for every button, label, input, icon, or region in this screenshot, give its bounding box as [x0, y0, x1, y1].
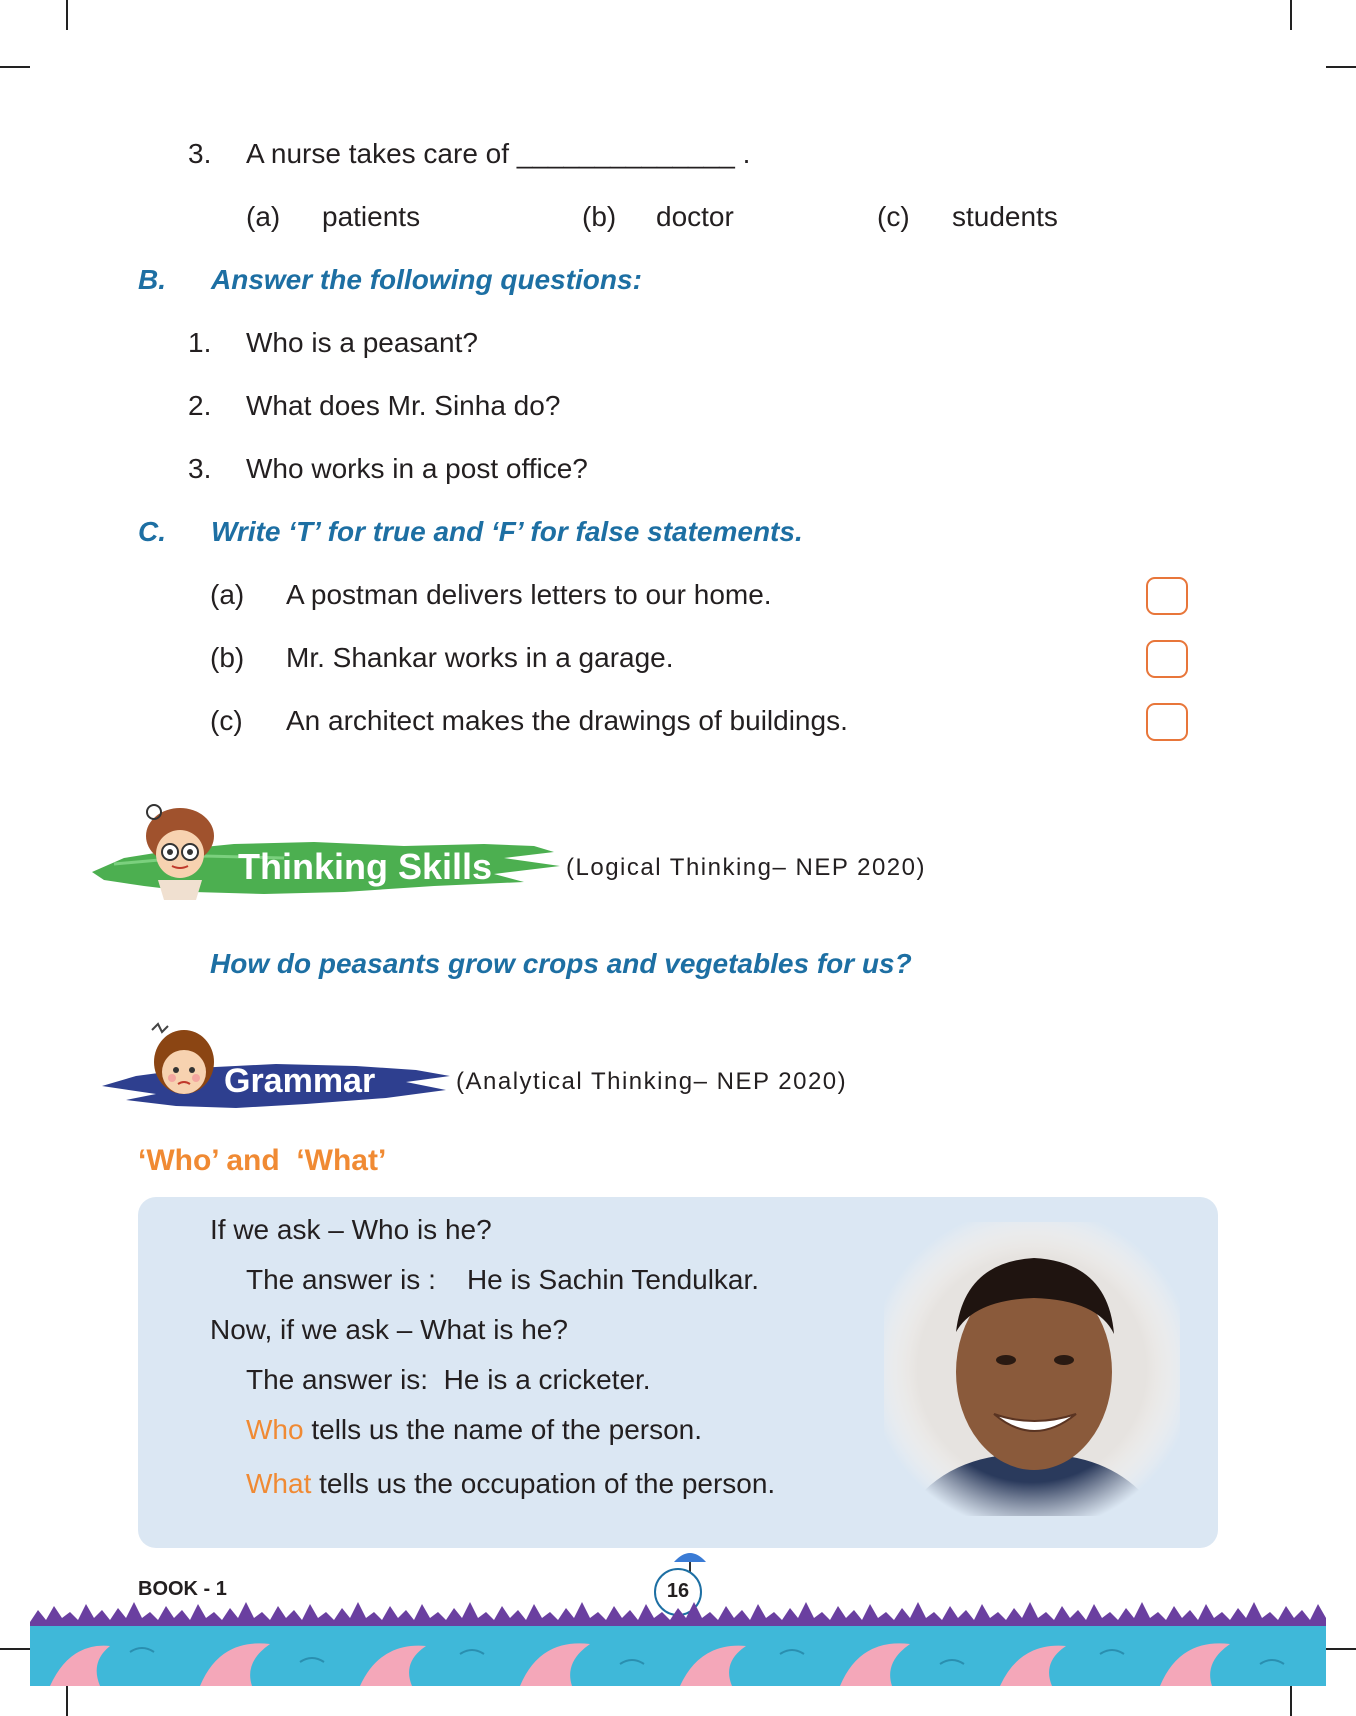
grammar-banner-label: Grammar: [224, 1062, 376, 1100]
statement-letter: (a): [210, 579, 245, 610]
answer-blank: ______________: [516, 138, 735, 169]
option-text: patients: [322, 201, 421, 232]
question-text: Who works in a post office?: [246, 453, 588, 484]
cricketer-portrait: [884, 1222, 1180, 1516]
who-explanation: tells us the name of the person.: [303, 1414, 703, 1445]
info-line: The answer is: He is a cricketer.: [246, 1364, 651, 1395]
answer-box[interactable]: [1146, 577, 1188, 615]
footer-decoration: [30, 1592, 1326, 1686]
crop-mark: [0, 1648, 30, 1650]
question-number: 2.: [188, 390, 212, 421]
section-letter: B.: [138, 264, 166, 295]
grammar-heading: ‘Who’ and ‘What’: [138, 1144, 387, 1177]
thinking-tag: (Logical Thinking– NEP 2020): [566, 854, 926, 881]
question-stem: A nurse takes care of: [246, 138, 510, 169]
info-line: [246, 1414, 702, 1446]
question-number: 3.: [188, 138, 212, 169]
info-line: The answer is : He is Sachin Tendulkar.: [246, 1264, 760, 1295]
section-letter: C.: [138, 516, 166, 547]
option-letter: (b): [582, 201, 617, 232]
question-number: 1.: [188, 327, 212, 358]
option-letter: (a): [246, 201, 281, 232]
statement-text: An architect makes the drawings of buildings.: [286, 705, 848, 736]
statement-text: A postman delivers letters to our home.: [286, 579, 772, 610]
crop-mark: [1326, 1648, 1356, 1650]
question-text: [246, 138, 750, 170]
question-text: Who is a peasant?: [246, 327, 478, 358]
info-line: Now, if we ask – What is he?: [210, 1314, 568, 1345]
question-number: 3.: [188, 453, 212, 484]
thinking-question: How do peasants grow crops and vegetables for us?: [210, 948, 912, 979]
book-label: BOOK - 1: [138, 1578, 227, 1600]
answer-box[interactable]: [1146, 703, 1188, 741]
section-title: Write ‘T’ for true and ‘F’ for false statements.: [211, 516, 803, 547]
thinking-banner-label: Thinking Skills: [238, 846, 493, 887]
info-line: If we ask – Who is he?: [210, 1214, 492, 1245]
crop-mark: [1290, 1686, 1292, 1716]
statement-letter: (c): [210, 705, 243, 736]
crop-mark: [66, 0, 68, 30]
what-explanation: tells us the occupation of the person.: [311, 1468, 776, 1499]
what-keyword: What: [246, 1468, 312, 1499]
question-end: .: [742, 138, 751, 169]
statement-text: Mr. Shankar works in a garage.: [286, 642, 674, 673]
page-number: 16: [666, 1580, 690, 1602]
answer-box[interactable]: [1146, 640, 1188, 678]
option-text: doctor: [656, 201, 734, 232]
crop-mark: [66, 1686, 68, 1716]
option-text: students: [952, 201, 1058, 232]
crop-mark: [1326, 66, 1356, 68]
section-title: Answer the following questions:: [211, 264, 642, 295]
grammar-tag: (Analytical Thinking– NEP 2020): [456, 1068, 848, 1095]
info-line: [246, 1468, 775, 1500]
crop-mark: [1290, 0, 1292, 30]
crop-mark: [0, 66, 30, 68]
question-text: What does Mr. Sinha do?: [246, 390, 561, 421]
statement-letter: (b): [210, 642, 245, 673]
option-letter: (c): [877, 201, 910, 232]
who-keyword: Who: [246, 1414, 304, 1445]
